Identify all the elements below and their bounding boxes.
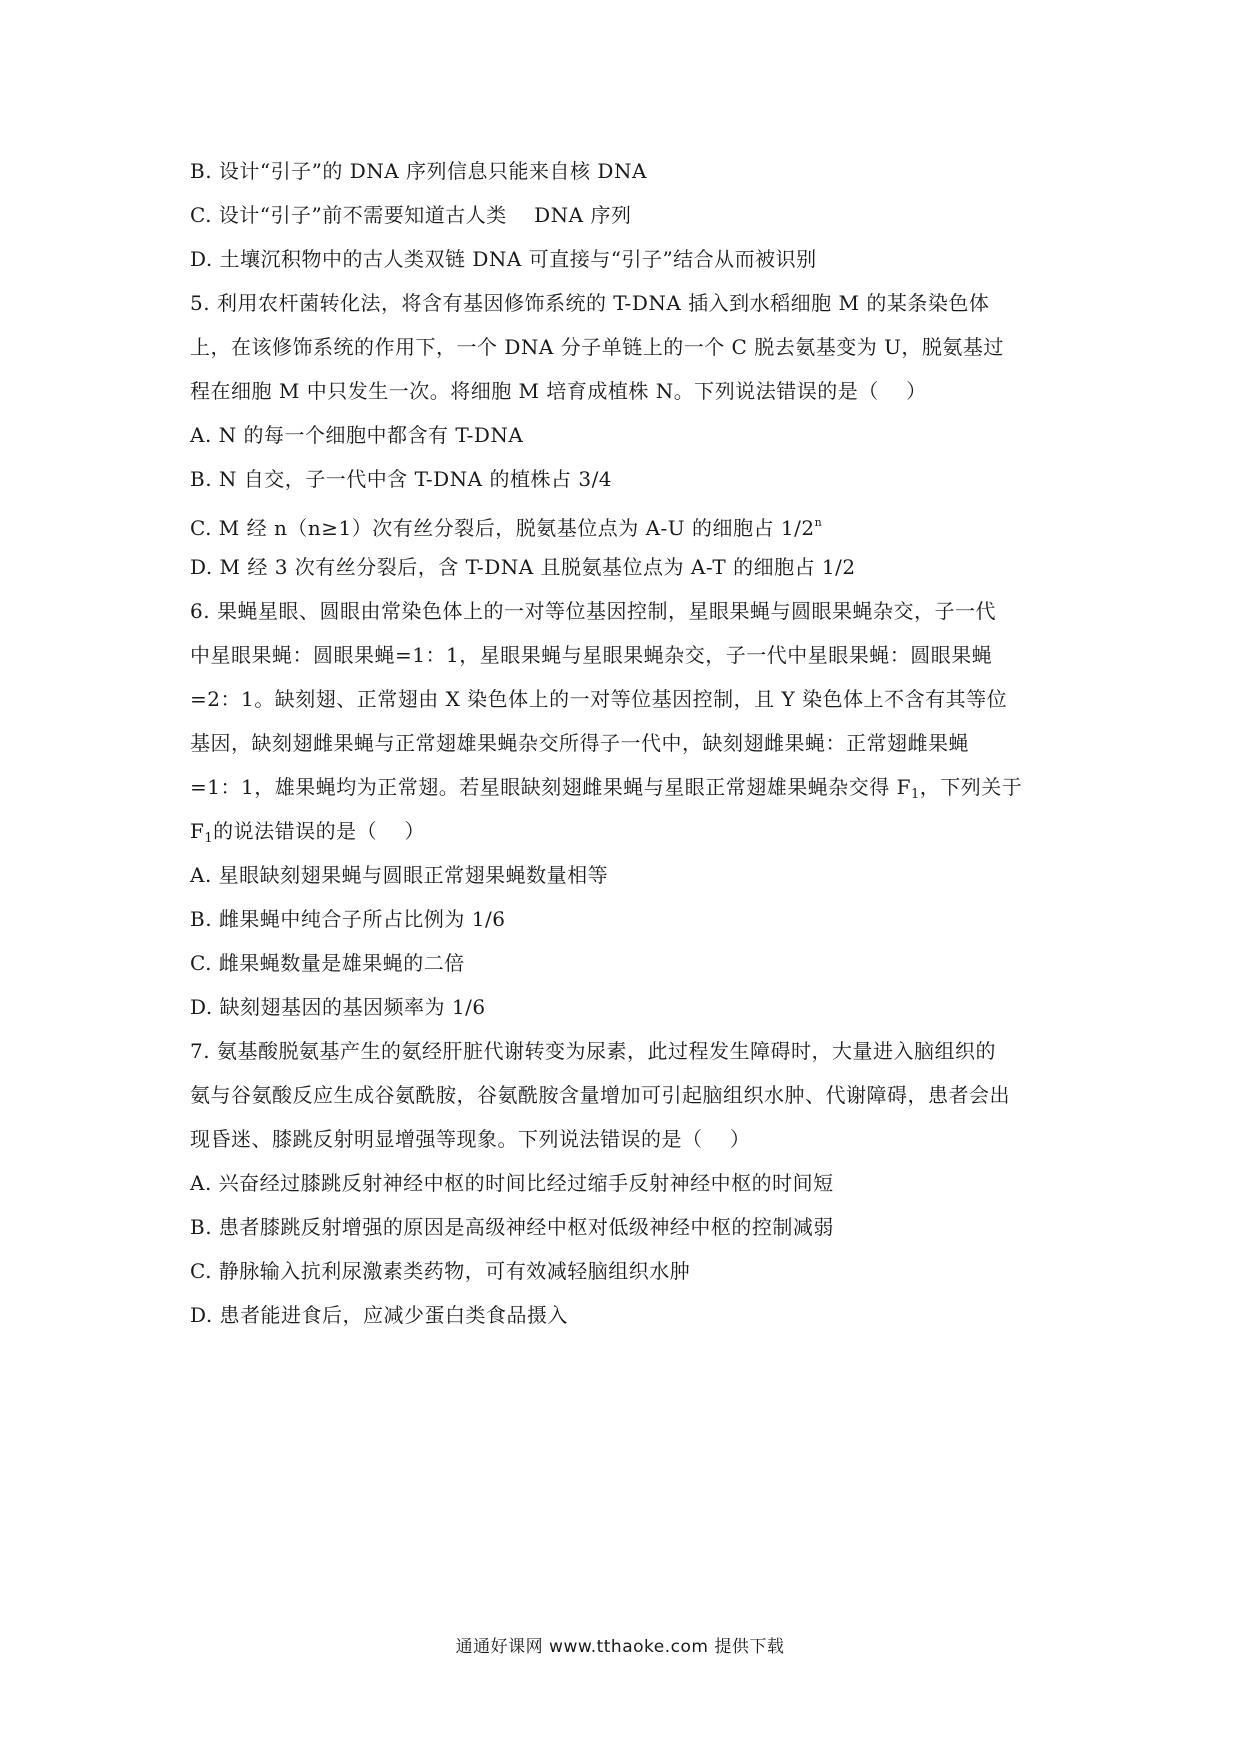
q6-stem-line-6-text: F [190,819,205,843]
page-footer: 通通好课网 www.tthaoke.com 提供下载 [455,1637,785,1657]
q5-stem-line-3: 程在细胞 M 中只发生一次。将细胞 M 培育成植株 N。下列说法错误的是（ ） [190,379,927,403]
q7-stem-line-1: 7. 氨基酸脱氨基产生的氨经肝脏代谢转变为尿素，此过程发生障碍时，大量进入脑组织的 [190,1039,996,1063]
q5-stem-line-2: 上，在该修饰系统的作用下，一个 DNA 分子单链上的一个 C 脱去氨基变为 U，脱氨基过 [190,335,1004,359]
q6-stem-line-5-tail: ，下列关于 [919,775,1023,799]
q5-option-c [190,510,822,541]
q6-stem-line-6-tail: 的说法错误的是（ ） [213,819,426,843]
q5-option-a: A. N 的每一个细胞中都含有 T-DNA [190,423,524,447]
subscript-1: 1 [910,787,920,802]
q6-option-d: D. 缺刻翅基因的基因频率为 1/6 [190,995,486,1019]
q4-option-c: C. 设计“引子”前不需要知道古人类 DNA 序列 [190,203,632,227]
q6-stem-line-4: 基因，缺刻翅雌果蝇与正常翅雄果蝇杂交所得子一代中，缺刻翅雌果蝇：正常翅雌果蝇 [190,731,969,755]
q5-option-c-text: C. M 经 n（n≥1）次有丝分裂后，脱氨基位点为 A-U 的细胞占 1/2 [190,516,815,540]
q6-option-a: A. 星眼缺刻翅果蝇与圆眼正常翅果蝇数量相等 [190,863,609,887]
q4-option-d: D. 土壤沉积物中的古人类双链 DNA 可直接与“引子”结合从而被识别 [190,247,817,271]
q6-option-c: C. 雌果蝇数量是雄果蝇的二倍 [190,951,465,975]
q6-stem-line-3: =2：1。缺刻翅、正常翅由 X 染色体上的一对等位基因控制，且 Y 染色体上不含有其等位 [190,687,1008,711]
q7-option-a: A. 兴奋经过膝跳反射神经中枢的时间比经过缩手反射神经中枢的时间短 [190,1171,834,1195]
q7-option-d: D. 患者能进食后，应减少蛋白类食品摄入 [190,1303,569,1327]
q7-stem-line-3: 现昏迷、膝跳反射明显增强等现象。下列说法错误的是（ ） [190,1127,751,1151]
q5-stem-line-1: 5. 利用农杆菌转化法，将含有基因修饰系统的 T-DNA 插入到水稻细胞 M 的某条染色体 [190,291,990,315]
q6-stem-line-5 [190,774,1022,808]
q6-stem-line-6 [190,818,425,852]
q6-stem-line-5-text: =1：1，雄果蝇均为正常翅。若星眼缺刻翅雌果蝇与星眼正常翅雄果蝇杂交得 F [190,775,911,799]
q7-option-c: C. 静脉输入抗利尿激素类药物，可有效减轻脑组织水肿 [190,1259,691,1283]
q4-option-b: B. 设计“引子”的 DNA 序列信息只能来自核 DNA [190,159,647,183]
q6-stem-line-2: 中星眼果蝇：圆眼果蝇=1：1，星眼果蝇与星眼果蝇杂交，子一代中星眼果蝇：圆眼果蝇 [190,643,993,667]
q7-stem-line-2: 氨与谷氨酸反应生成谷氨酰胺，谷氨酰胺含量增加可引起脑组织水肿、代谢障碍，患者会出 [190,1083,1010,1107]
subscript-1: 1 [204,831,214,846]
q6-stem-line-1: 6. 果蝇星眼、圆眼由常染色体上的一对等位基因控制，星眼果蝇与圆眼果蝇杂交，子一代 [190,599,996,623]
q5-option-b: B. N 自交，子一代中含 T-DNA 的植株占 3/4 [190,467,613,491]
q7-option-b: B. 患者膝跳反射增强的原因是高级神经中枢对低级神经中枢的控制减弱 [190,1215,834,1239]
superscript-n: n [814,516,823,529]
q6-option-b: B. 雌果蝇中纯合子所占比例为 1/6 [190,907,506,931]
q5-option-d: D. M 经 3 次有丝分裂后，含 T-DNA 且脱氨基位点为 A-T 的细胞占 1/2 [190,555,856,579]
